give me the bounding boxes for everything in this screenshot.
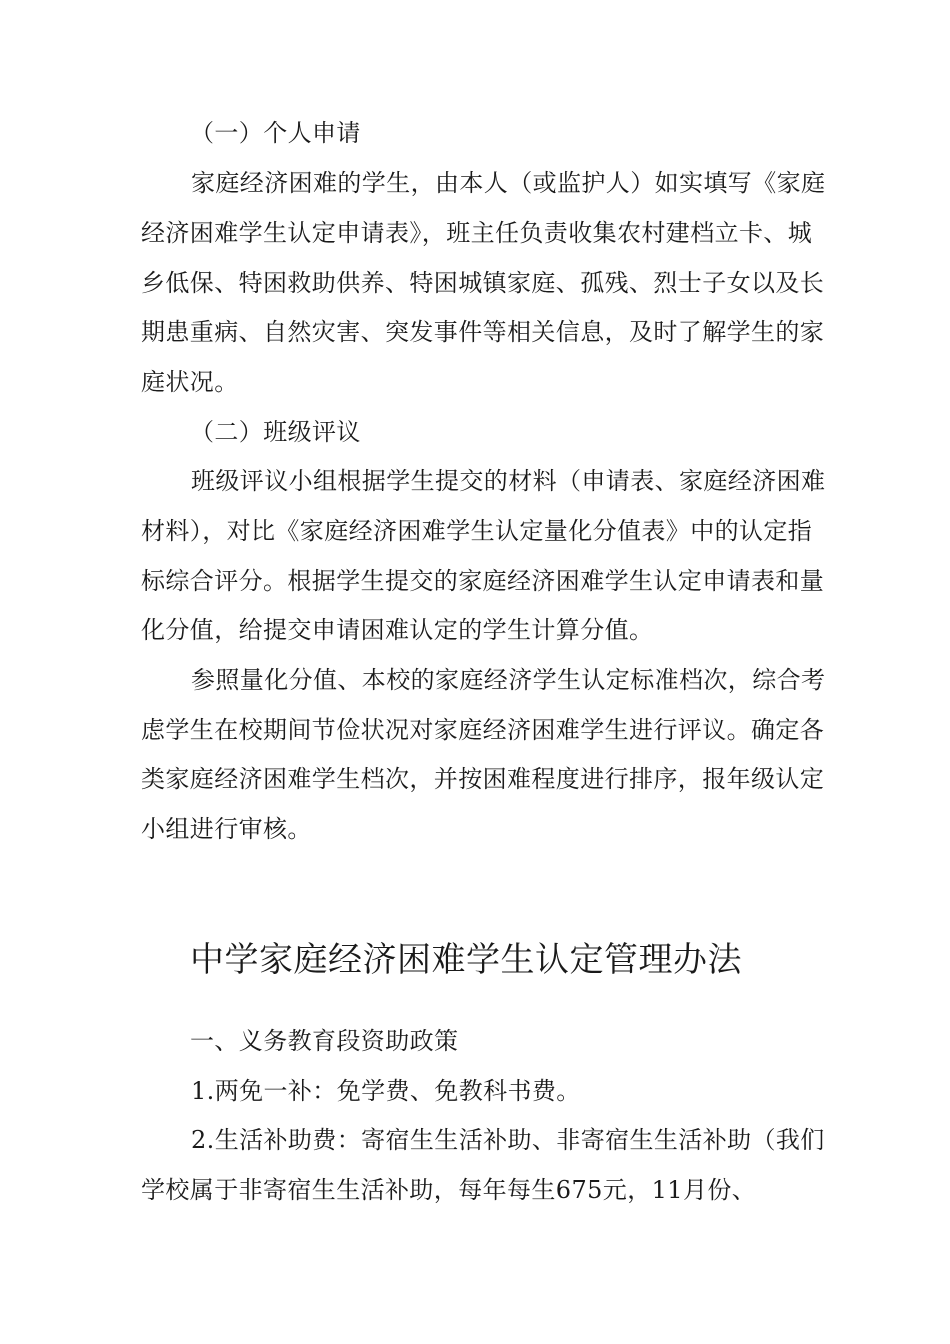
paragraph-line: 标综合评分。根据学生提交的家庭经济困难学生认定申请表和量 bbox=[141, 567, 825, 595]
paragraph-line: 班级评议小组根据学生提交的材料（申请表、家庭经济困难 bbox=[191, 467, 826, 495]
paragraph-line: 化分值，给提交申请困难认定的学生计算分值。 bbox=[141, 616, 654, 644]
paragraph-line: 材料），对比《家庭经济困难学生认定量化分值表》中的认定指 bbox=[141, 517, 813, 545]
paragraph-line: 参照量化分值、本校的家庭经济学生认定标准档次，综合考 bbox=[191, 666, 826, 694]
part-heading-compulsory-education: 一、义务教育段资助政策 bbox=[190, 1027, 459, 1055]
section-heading-personal-application: （一）个人申请 bbox=[190, 119, 361, 147]
paragraph-line: 乡低保、特困救助供养、特困城镇家庭、孤残、烈士子女以及长 bbox=[141, 269, 825, 297]
list-item: 2.生活补助费：寄宿生生活补助、非寄宿生生活补助（我们 bbox=[191, 1126, 825, 1154]
paragraph-line: 学校属于非寄宿生生活补助，每年每生675元，11月份、 bbox=[141, 1176, 757, 1204]
paragraph-line: 庭状况。 bbox=[141, 368, 239, 396]
list-item: 1.两免一补：免学费、免教科书费。 bbox=[191, 1077, 581, 1105]
paragraph-line: 小组进行审核。 bbox=[141, 815, 312, 843]
paragraph-line: 虑学生在校期间节俭状况对家庭经济困难学生进行评议。确定各 bbox=[141, 716, 825, 744]
paragraph-line: 经济困难学生认定申请表》，班主任负责收集农村建档立卡、城 bbox=[141, 219, 813, 247]
section-heading-class-review: （二）班级评议 bbox=[190, 418, 361, 446]
paragraph-line: 类家庭经济困难学生档次，并按困难程度进行排序，报年级认定 bbox=[141, 765, 825, 793]
document-title: 中学家庭经济困难学生认定管理办法 bbox=[190, 940, 742, 980]
paragraph-line: 家庭经济困难的学生，由本人（或监护人）如实填写《家庭 bbox=[191, 169, 826, 197]
paragraph-line: 期患重病、自然灾害、突发事件等相关信息，及时了解学生的家 bbox=[141, 318, 825, 346]
